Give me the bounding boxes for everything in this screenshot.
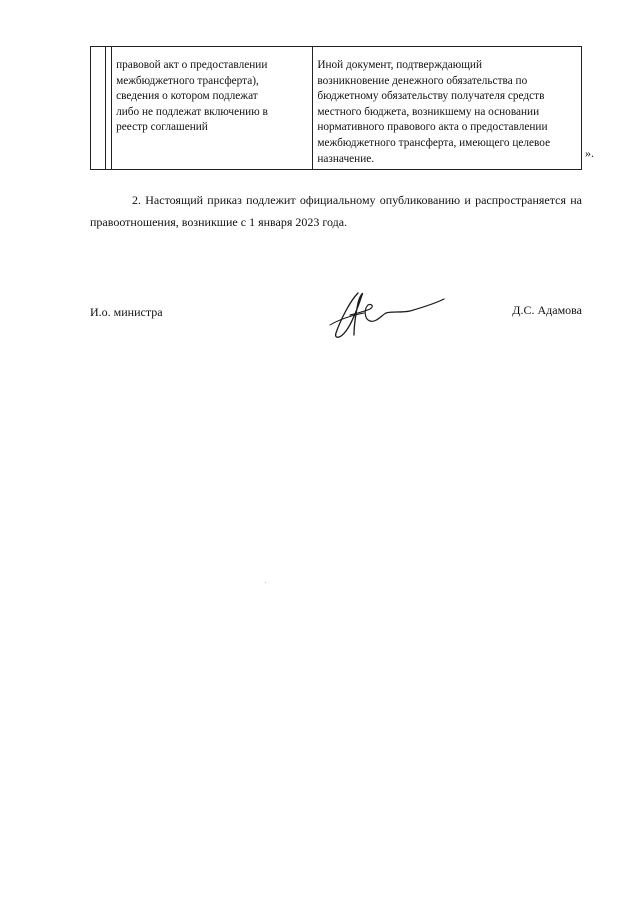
cell-line: либо не подлежат включению в bbox=[116, 105, 268, 118]
signer-position: И.о. министра bbox=[90, 305, 163, 319]
table-cell-basis-document bbox=[313, 47, 582, 170]
signer-name: Д.С. Адамова bbox=[512, 303, 582, 317]
cell-line: межбюджетного трансферта), bbox=[116, 74, 259, 87]
table-cell-number bbox=[91, 47, 106, 170]
handwritten-signature bbox=[320, 285, 450, 345]
cell-line: межбюджетного трансферта, имеющего целевое bbox=[317, 136, 551, 149]
cell-line: реестр соглашений bbox=[116, 121, 208, 134]
cell-line: возникновение денежного обязательства по bbox=[317, 74, 528, 87]
cell-line: назначение. bbox=[317, 152, 375, 165]
cell-line: нормативного правового акта о предоставлении bbox=[317, 121, 548, 134]
order-paragraph-2: 2. Настоящий приказ подлежит официальному опубликованию и распространяется на правоотношения, возникшие с 1 января 2023 года. bbox=[90, 193, 582, 229]
cell-line: местного бюджета, возникшему на основании bbox=[317, 105, 540, 118]
document-table bbox=[90, 46, 582, 170]
scan-speck bbox=[265, 582, 266, 583]
table-row bbox=[91, 47, 582, 170]
table-cell-document-description bbox=[112, 47, 313, 170]
cell-line: бюджетному обязательству получателя средств bbox=[317, 90, 545, 103]
cell-line: сведения о котором подлежат bbox=[116, 90, 258, 103]
cell-line: правовой акт о предоставлении bbox=[116, 59, 268, 71]
cell-line: Иной документ, подтверждающий bbox=[317, 59, 482, 71]
closing-quote-mark: ». bbox=[585, 146, 594, 160]
